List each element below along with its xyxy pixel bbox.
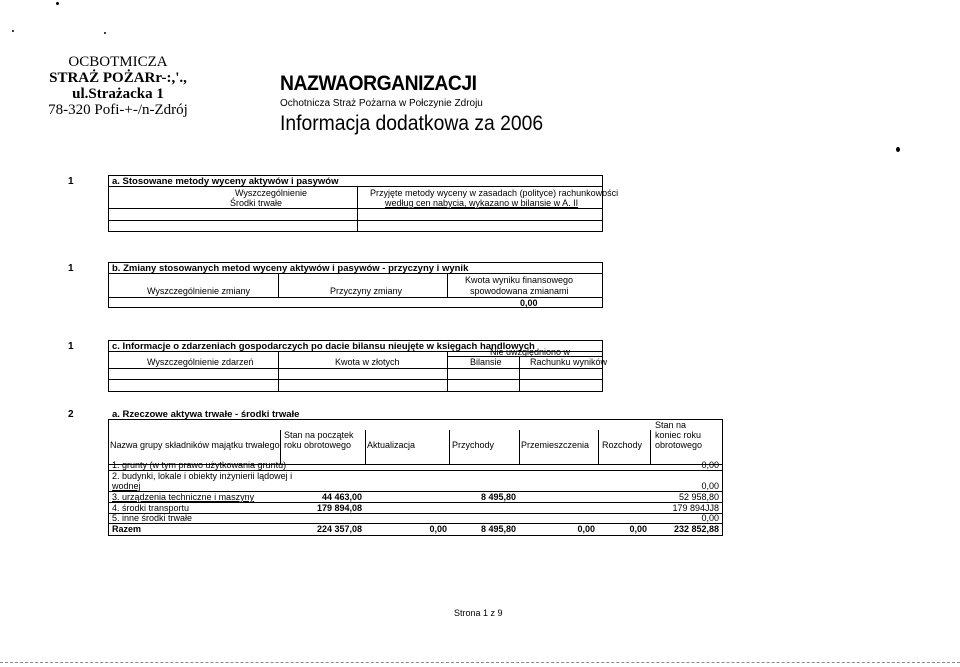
column-header: Wyszczególnienie bbox=[235, 188, 307, 198]
organization-subtitle: Ochotnicza Straż Pożarna w Połczynie Zdroju bbox=[280, 98, 483, 109]
column-header: Bilansie bbox=[470, 357, 502, 367]
total-start: 224 357,08 bbox=[316, 524, 362, 534]
column-header: Przemieszczenia bbox=[521, 440, 590, 450]
organization-name: NAZWAORGANIZACJI bbox=[280, 72, 477, 95]
table-cell-start: 44 463,00 bbox=[321, 492, 362, 502]
total-income: 8 495,80 bbox=[480, 524, 516, 534]
table-rule bbox=[108, 208, 603, 209]
table-row-name: 5. inne środki trwałe bbox=[112, 513, 193, 523]
stamp-line-1: OCBOTMICZA bbox=[68, 54, 168, 70]
scan-speck bbox=[896, 147, 900, 152]
table-rule bbox=[447, 273, 448, 297]
column-header: obrotowego bbox=[655, 440, 703, 450]
column-header: spowodowana zmianami bbox=[470, 286, 569, 296]
column-header: Kwota w złotych bbox=[335, 357, 400, 367]
table-row-name: 1. grunty (w tym prawo użytkowania gruntu) bbox=[112, 460, 287, 470]
total-transfers: 0,00 bbox=[577, 524, 595, 534]
total-row-name: Razem bbox=[112, 524, 142, 534]
scan-edge bbox=[0, 662, 960, 663]
table-rule bbox=[519, 356, 520, 392]
total-disposals: 0,00 bbox=[629, 524, 647, 534]
column-header: Wyszczególnienie zdarzeń bbox=[147, 357, 254, 367]
column-header: Przyczyny zmiany bbox=[330, 286, 403, 296]
table-rule bbox=[108, 368, 603, 369]
column-header: Stan na bbox=[655, 420, 687, 430]
table-rule bbox=[447, 351, 448, 392]
table-row-name: 3. urządzenia techniczne i maszyny bbox=[112, 492, 255, 502]
scan-speck bbox=[104, 32, 106, 34]
stamp-line-2: STRAŻ POŻARr-:,'., bbox=[49, 70, 187, 86]
section-number: 2 bbox=[68, 409, 74, 420]
column-header: Rachunku wyników bbox=[530, 357, 608, 367]
table-cell-income: 8 495,80 bbox=[480, 492, 516, 502]
table-cell-end: 179 894JJ8 bbox=[672, 503, 719, 513]
table-cell-start: 179 894,08 bbox=[316, 503, 362, 513]
section-title: a. Stosowane metody wyceny aktywów i pasywów bbox=[112, 176, 339, 187]
section-number: 1 bbox=[68, 263, 74, 274]
table-rule bbox=[108, 186, 603, 187]
stamp-line-4: 78-320 Pofi-+-/n-Zdrój bbox=[48, 102, 188, 118]
table-rule bbox=[108, 273, 603, 274]
table-cell-end: 52 958,80 bbox=[678, 492, 719, 502]
table-cell-end: 0,00 bbox=[701, 513, 719, 523]
table-row-name: 4. środki transportu bbox=[112, 503, 190, 513]
total-revaluation: 0,00 bbox=[429, 524, 447, 534]
table-row-name: 2. budynki, lokale i obiekty inżynierii lądowej i bbox=[112, 471, 293, 481]
column-header: koniec roku bbox=[655, 430, 702, 440]
table-cell-end: 0,00 bbox=[701, 481, 719, 491]
column-header: Rozchody bbox=[602, 440, 643, 450]
org-stamp bbox=[48, 54, 188, 118]
scan-speck bbox=[56, 2, 59, 5]
scan-speck bbox=[12, 30, 14, 32]
table-cell: Środki trwałe bbox=[230, 198, 283, 208]
column-header: Aktualizacja bbox=[367, 440, 416, 450]
table-rule bbox=[278, 273, 279, 297]
document-title: Informacja dodatkowa za 2006 bbox=[280, 112, 544, 135]
table-cell: według cen nabycia, wykazano w bilansie w A. II bbox=[385, 198, 579, 208]
column-header: Wyszczególnienie zmiany bbox=[147, 286, 250, 296]
section-number: 1 bbox=[68, 341, 74, 352]
table-row-name-cont: wodnej bbox=[112, 481, 141, 491]
table-rule bbox=[108, 502, 723, 503]
section-number: 1 bbox=[68, 176, 74, 187]
table-rule bbox=[108, 220, 603, 221]
table-cell-end: 0,00 bbox=[701, 460, 719, 470]
column-header: Kwota wyniku finansowego bbox=[465, 275, 574, 285]
column-group-header: Nie uwzględniono w bbox=[490, 347, 571, 357]
table-rule bbox=[278, 351, 279, 392]
total-value: 0,00 bbox=[520, 298, 538, 308]
section-title: a. Rzeczowe aktywa trwałe - środki trwałe bbox=[112, 409, 300, 420]
section-title: b. Zmiany stosowanych metod wyceny aktywów i pasywów - przyczyny i wynik bbox=[112, 263, 469, 274]
column-header: Przychody bbox=[452, 440, 495, 450]
column-header: Stan na początek bbox=[284, 430, 354, 440]
page-number: Strona 1 z 9 bbox=[454, 608, 503, 618]
total-end: 232 852,88 bbox=[673, 524, 719, 534]
column-header: roku obrotowego bbox=[284, 440, 352, 450]
stamp-line-3: ul.Strażacka 1 bbox=[72, 86, 164, 102]
column-header: Nazwa grupy składników majątku trwałego bbox=[110, 440, 280, 450]
section-title: c. Informacje o zdarzeniach gospodarczych po dacie bilansu nieujęte w księgach handlowych bbox=[112, 341, 535, 352]
table-rule bbox=[357, 186, 358, 232]
table-rule bbox=[108, 379, 603, 380]
table-rule bbox=[108, 513, 723, 514]
column-header: Przyjęte metody wyceny w zasadach (polityce) rachunkowości bbox=[370, 188, 619, 198]
